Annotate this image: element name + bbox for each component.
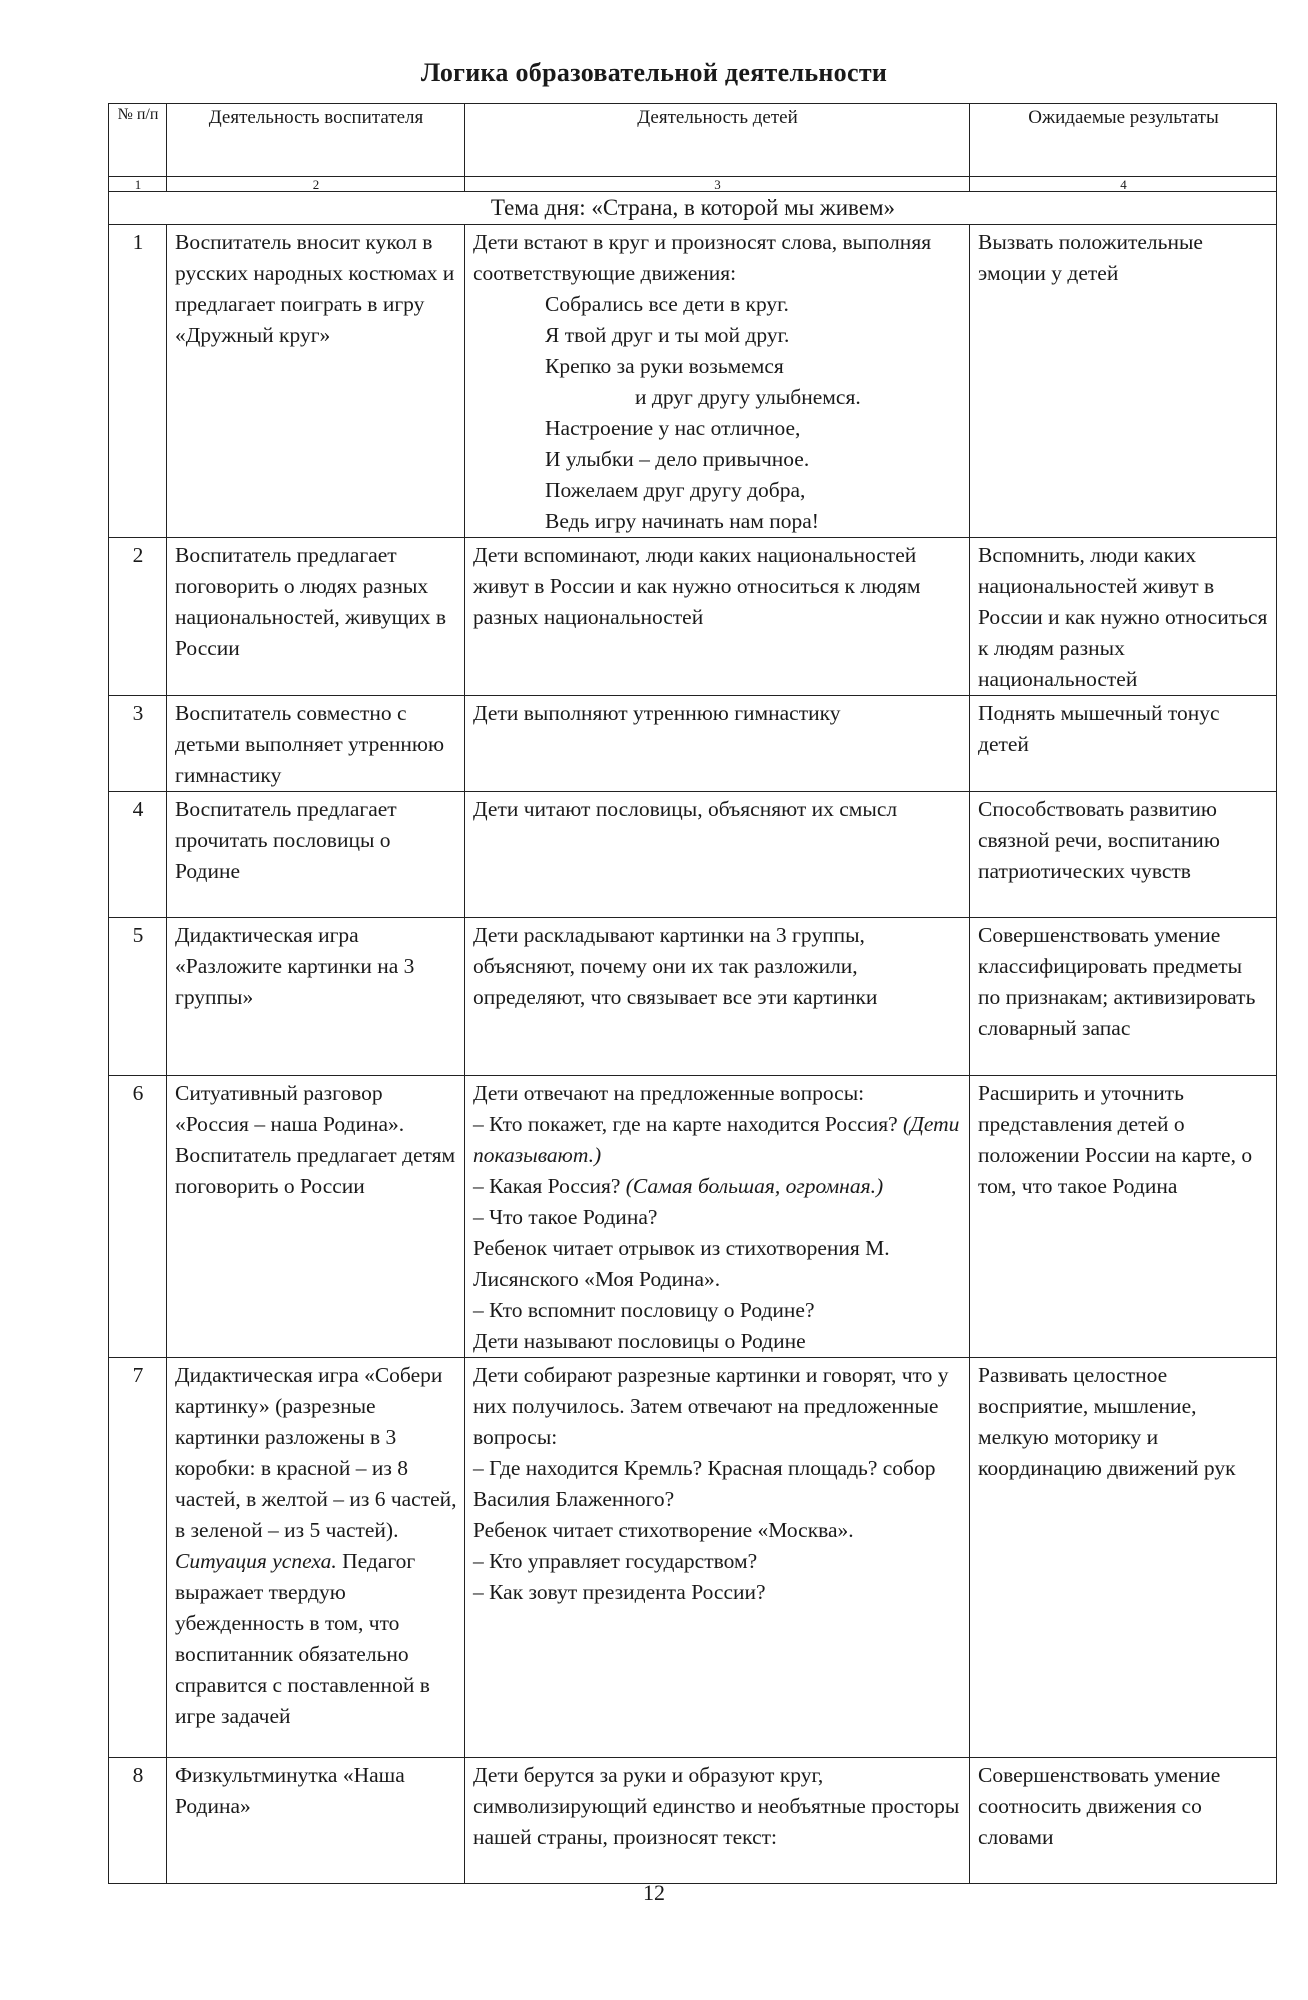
column-number: 1 <box>109 177 167 192</box>
teacher-activity <box>167 1358 465 1758</box>
expected-result: Расширить и уточнить представления детей о положении России на карте, о том, что такое Родина <box>970 1076 1277 1358</box>
page-title: Логика образовательной деятельности <box>420 58 888 87</box>
question-text: – Какая Россия? <box>473 1174 626 1198</box>
topic-row <box>109 192 1277 225</box>
children-activity-line: – Где находится Кремль? Красная площадь? собор Василия Блаженного? <box>473 1456 936 1511</box>
column-number-row <box>109 177 1277 192</box>
children-activity-line: – Кто вспомнит пословицу о Родине? <box>473 1298 815 1322</box>
children-activity-line: – Что такое Родина? <box>473 1205 658 1229</box>
row-number: 5 <box>109 918 167 1076</box>
teacher-activity: Дидактическая игра «Разложите картинки на 3 группы» <box>167 918 465 1076</box>
expected-result: Вспомнить, люди каких национальностей живут в России и как нужно относиться к людям разных национальностей <box>970 538 1277 696</box>
expected-result: Совершенствовать умение соотносить движения со словами <box>970 1758 1277 1884</box>
children-activity-line: Ребенок читает отрывок из стихотворения М. Лисянского «Моя Родина». <box>473 1236 890 1291</box>
children-activity: Дети выполняют утреннюю гимнастику <box>465 696 970 792</box>
children-activity: Дети вспоминают, люди каких национальностей живут в России и как нужно относиться к людям разных национальностей <box>465 538 970 696</box>
header-teacher: Деятельность воспитателя <box>167 104 465 177</box>
row-number: 8 <box>109 1758 167 1884</box>
poem-line: Пожелаем друг другу добра, <box>545 478 806 502</box>
column-number: 4 <box>970 177 1277 192</box>
children-activity: Дети берутся за руки и образуют круг, символизирующий единство и необъятные просторы нашей страны, произносят текст: <box>465 1758 970 1884</box>
poem-line: и друг другу улыбнемся. <box>635 385 861 409</box>
table-row <box>109 792 1277 918</box>
children-activity-line: Дети собирают разрезные картинки и говорят, что у них получилось. Затем отвечают на предложенные вопросы: <box>473 1363 949 1449</box>
question-text: – Кто покажет, где на карте находится Россия? <box>473 1112 904 1136</box>
table-row <box>109 1358 1277 1758</box>
children-activity <box>465 1358 970 1758</box>
children-activity-line: Дети отвечают на предложенные вопросы: <box>473 1081 865 1105</box>
children-activity-intro: Дети встают в круг и произносят слова, выполняя соответствующие движения: <box>473 230 932 285</box>
children-activity <box>465 225 970 538</box>
success-situation-label: Ситуация успеха. <box>175 1549 337 1573</box>
children-activity-line: – Как зовут президента России? <box>473 1580 766 1604</box>
children-activity-line: Ребенок читает стихотворение «Москва». <box>473 1518 854 1542</box>
children-activity-line: Дети называют пословицы о Родине <box>473 1329 806 1353</box>
expected-result: Поднять мышечный тонус детей <box>970 696 1277 792</box>
row-number: 6 <box>109 1076 167 1358</box>
poem-line: И улыбки – дело привычное. <box>545 447 810 471</box>
teacher-activity: Воспитатель совместно с детьми выполняет утреннюю гимнастику <box>167 696 465 792</box>
remark-text: (Самая большая, огромная.) <box>625 1174 884 1198</box>
row-number: 2 <box>109 538 167 696</box>
table-row <box>109 538 1277 696</box>
poem-line: Ведь игру начинать нам пора! <box>545 509 819 533</box>
poem-line: Собрались все дети в круг. <box>545 292 789 316</box>
teacher-activity-text: Дидактическая игра «Собери картинку» (разрезные картинки разложены в 3 коробки: в красной – из 8 частей, в желтой – из 6 частей, в зеленой – из 5 частей). <box>175 1363 457 1542</box>
row-number: 1 <box>109 225 167 538</box>
table-header-row <box>109 104 1277 177</box>
remark-text: (Дети показывают.) <box>473 1112 960 1167</box>
column-number: 3 <box>465 177 970 192</box>
teacher-activity: Ситуативный разговор «Россия – наша Родина». Воспитатель предлагает детям поговорить о России <box>167 1076 465 1358</box>
table-row <box>109 918 1277 1076</box>
row-number: 3 <box>109 696 167 792</box>
header-children: Деятельность детей <box>465 104 970 177</box>
row-number: 4 <box>109 792 167 918</box>
teacher-activity: Воспитатель вносит кукол в русских народных костюмах и предлагает поиграть в игру «Дружный круг» <box>167 225 465 538</box>
poem-line: Крепко за руки возьмемся <box>545 354 784 378</box>
teacher-activity: Воспитатель предлагает прочитать пословицы о Родине <box>167 792 465 918</box>
poem-line: Я твой друг и ты мой друг. <box>545 323 790 347</box>
topic-of-day: Тема дня: «Страна, в которой мы живем» <box>109 192 1277 225</box>
teacher-activity: Физкультминутка «Наша Родина» <box>167 1758 465 1884</box>
table-row <box>109 696 1277 792</box>
expected-result: Развивать целостное восприятие, мышление, мелкую моторику и координацию движений рук <box>970 1358 1277 1758</box>
expected-result: Способствовать развитию связной речи, воспитанию патриотических чувств <box>970 792 1277 918</box>
table-row <box>109 225 1277 538</box>
children-activity-line <box>473 1109 962 1171</box>
row-number: 7 <box>109 1358 167 1758</box>
children-activity: Дети раскладывают картинки на 3 группы, объясняют, почему они их так разложили, определяют, что связывает все эти картинки <box>465 918 970 1076</box>
expected-result: Совершенствовать умение классифицировать предметы по признакам; активизировать словарный запас <box>970 918 1277 1076</box>
page-number: 12 <box>643 1880 665 1905</box>
header-number: № п/п <box>109 104 167 177</box>
children-activity: Дети читают пословицы, объясняют их смысл <box>465 792 970 918</box>
children-activity-line <box>473 1171 962 1202</box>
children-activity <box>465 1076 970 1358</box>
column-number: 2 <box>167 177 465 192</box>
children-activity-line: – Кто управляет государством? <box>473 1549 758 1573</box>
lesson-table <box>108 103 1277 1884</box>
expected-result: Вызвать положительные эмоции у детей <box>970 225 1277 538</box>
header-results: Ожидаемые результаты <box>970 104 1277 177</box>
poem-line: Настроение у нас отличное, <box>545 416 801 440</box>
poem <box>473 289 962 537</box>
teacher-activity-text: Педагог выражает твердую убежденность в том, что воспитанник обязательно справится с поставленной в игре задачей <box>175 1549 430 1728</box>
table-row <box>109 1076 1277 1358</box>
table-row <box>109 1758 1277 1884</box>
teacher-activity: Воспитатель предлагает поговорить о людях разных национальностей, живущих в России <box>167 538 465 696</box>
